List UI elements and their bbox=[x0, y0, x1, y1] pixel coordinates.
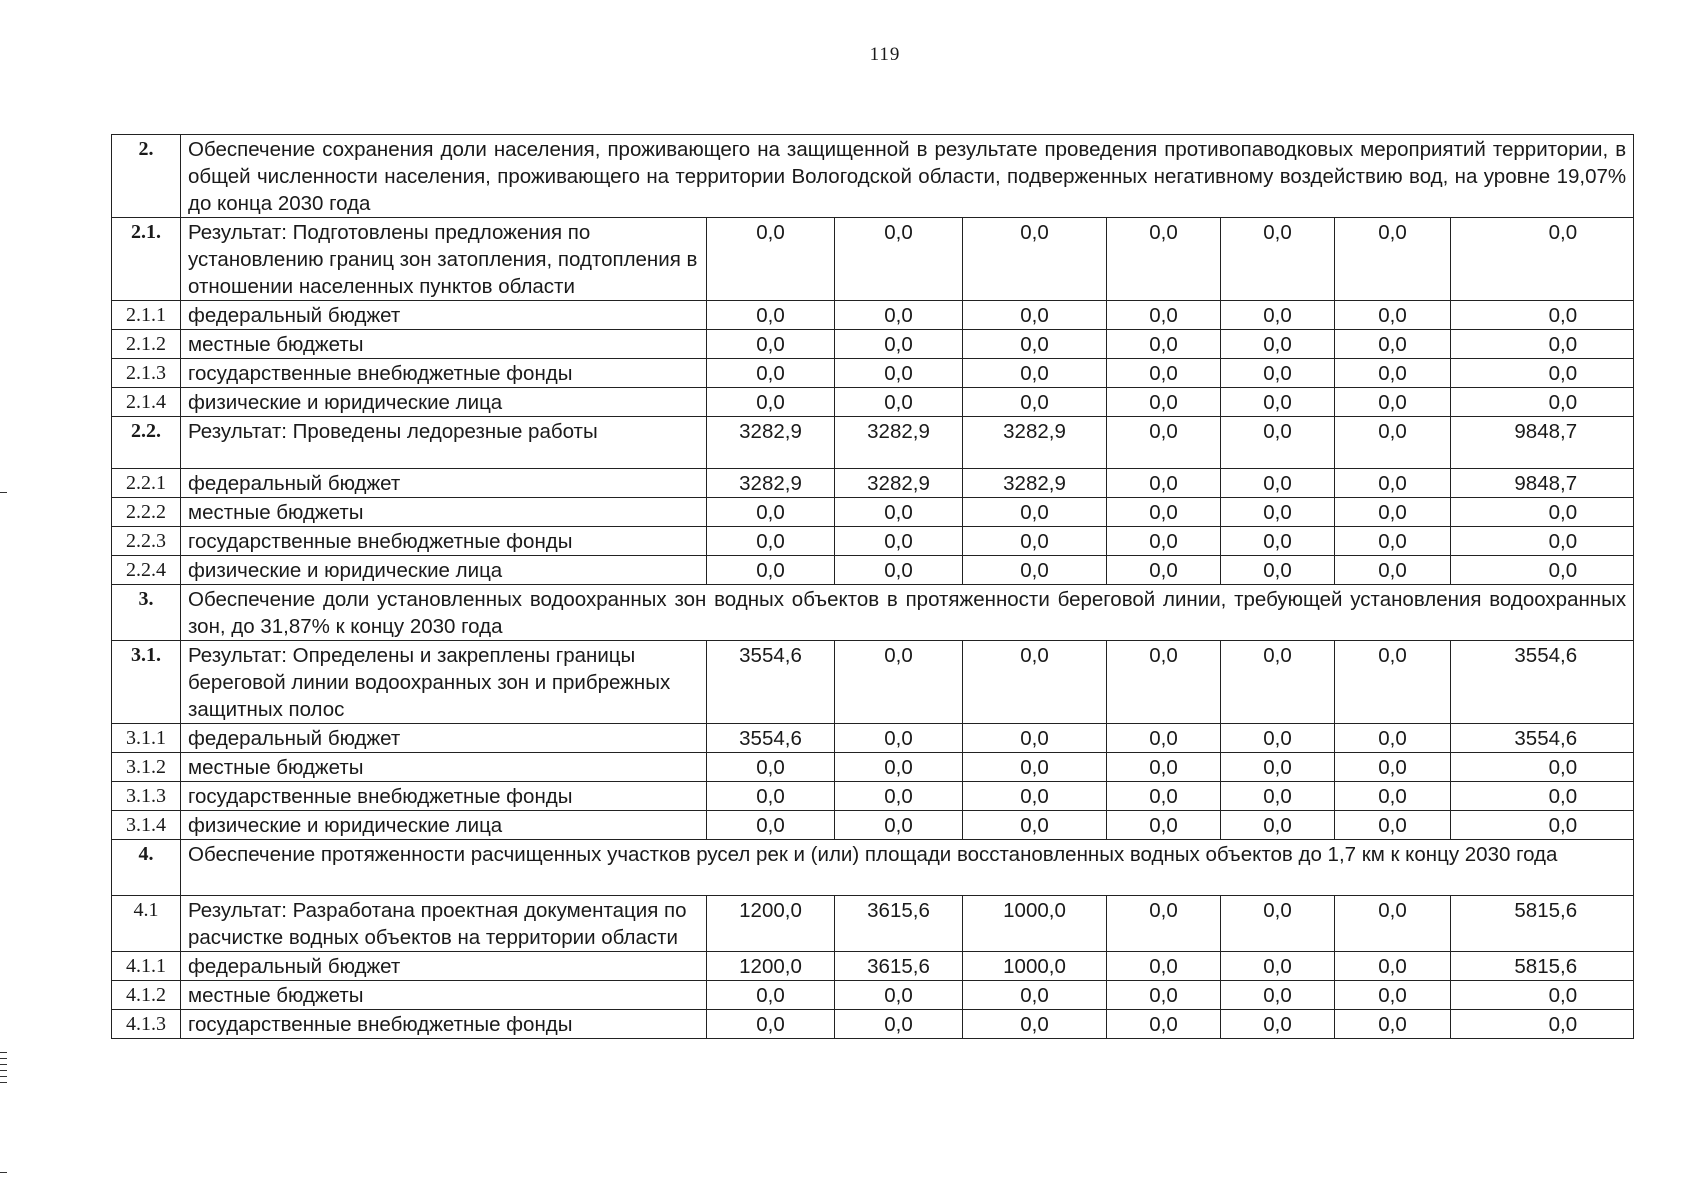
row-number: 4.1.1 bbox=[112, 952, 181, 981]
row-number: 2.2.1 bbox=[112, 469, 181, 498]
table-row bbox=[112, 330, 1634, 359]
value-cell: 1000,0 bbox=[963, 896, 1107, 952]
value-cell: 0,0 bbox=[1107, 896, 1221, 952]
value-cell: 0,0 bbox=[963, 218, 1107, 301]
table-row bbox=[112, 952, 1634, 981]
value-cell: 0,0 bbox=[1335, 896, 1451, 952]
value-cell: 0,0 bbox=[835, 753, 963, 782]
table-row bbox=[112, 556, 1634, 585]
row-number: 3.1.4 bbox=[112, 811, 181, 840]
value-cell: 3282,9 bbox=[963, 417, 1107, 469]
value-cell: 0,0 bbox=[1335, 330, 1451, 359]
value-cell: 0,0 bbox=[963, 782, 1107, 811]
value-cell: 3615,6 bbox=[835, 896, 963, 952]
row-number: 3.1. bbox=[112, 641, 181, 724]
value-cell: 0,0 bbox=[1107, 330, 1221, 359]
value-cell: 0,0 bbox=[1107, 724, 1221, 753]
value-cell: 0,0 bbox=[835, 556, 963, 585]
value-cell: 0,0 bbox=[1221, 1010, 1335, 1039]
value-cell: 0,0 bbox=[835, 1010, 963, 1039]
value-cell: 0,0 bbox=[1107, 388, 1221, 417]
value-cell: 0,0 bbox=[1107, 952, 1221, 981]
row-number: 3.1.2 bbox=[112, 753, 181, 782]
table-row bbox=[112, 469, 1634, 498]
value-cell: 0,0 bbox=[707, 388, 835, 417]
value-cell: 3282,9 bbox=[707, 417, 835, 469]
total-cell: 0,0 bbox=[1451, 218, 1634, 301]
value-cell: 0,0 bbox=[835, 811, 963, 840]
row-label: государственные внебюджетные фонды bbox=[181, 527, 707, 556]
margin-mark bbox=[0, 1052, 7, 1053]
table-row bbox=[112, 498, 1634, 527]
value-cell: 3282,9 bbox=[835, 417, 963, 469]
value-cell: 0,0 bbox=[1107, 811, 1221, 840]
row-number: 4.1 bbox=[112, 896, 181, 952]
value-cell: 0,0 bbox=[1107, 498, 1221, 527]
value-cell: 0,0 bbox=[707, 498, 835, 527]
row-number: 4.1.3 bbox=[112, 1010, 181, 1039]
row-number: 2.1.2 bbox=[112, 330, 181, 359]
value-cell: 0,0 bbox=[1221, 896, 1335, 952]
value-cell: 0,0 bbox=[835, 301, 963, 330]
result-row bbox=[112, 896, 1634, 952]
value-cell: 0,0 bbox=[1107, 527, 1221, 556]
total-cell: 0,0 bbox=[1451, 330, 1634, 359]
value-cell: 0,0 bbox=[1335, 218, 1451, 301]
value-cell: 3554,6 bbox=[707, 641, 835, 724]
table-row bbox=[112, 301, 1634, 330]
value-cell: 0,0 bbox=[1335, 498, 1451, 527]
row-number: 3. bbox=[112, 585, 181, 641]
value-cell: 0,0 bbox=[1221, 641, 1335, 724]
row-label: федеральный бюджет bbox=[181, 724, 707, 753]
total-cell: 5815,6 bbox=[1451, 896, 1634, 952]
value-cell: 1200,0 bbox=[707, 952, 835, 981]
row-number: 3.1.1 bbox=[112, 724, 181, 753]
section-row bbox=[112, 840, 1634, 896]
total-cell: 0,0 bbox=[1451, 1010, 1634, 1039]
total-cell: 3554,6 bbox=[1451, 724, 1634, 753]
value-cell: 0,0 bbox=[963, 641, 1107, 724]
value-cell: 0,0 bbox=[1335, 388, 1451, 417]
value-cell: 0,0 bbox=[963, 724, 1107, 753]
table-row bbox=[112, 359, 1634, 388]
value-cell: 0,0 bbox=[707, 301, 835, 330]
total-cell: 0,0 bbox=[1451, 301, 1634, 330]
value-cell: 0,0 bbox=[963, 527, 1107, 556]
row-label: государственные внебюджетные фонды bbox=[181, 359, 707, 388]
row-number: 2.2.4 bbox=[112, 556, 181, 585]
total-cell: 9848,7 bbox=[1451, 417, 1634, 469]
value-cell: 0,0 bbox=[707, 811, 835, 840]
value-cell: 3282,9 bbox=[963, 469, 1107, 498]
row-number: 2.2.3 bbox=[112, 527, 181, 556]
total-cell: 3554,6 bbox=[1451, 641, 1634, 724]
value-cell: 0,0 bbox=[963, 811, 1107, 840]
total-cell: 0,0 bbox=[1451, 527, 1634, 556]
row-label: местные бюджеты bbox=[181, 753, 707, 782]
value-cell: 0,0 bbox=[1335, 724, 1451, 753]
row-number: 3.1.3 bbox=[112, 782, 181, 811]
value-cell: 0,0 bbox=[707, 1010, 835, 1039]
value-cell: 0,0 bbox=[963, 1010, 1107, 1039]
value-cell: 0,0 bbox=[1107, 1010, 1221, 1039]
value-cell: 3554,6 bbox=[707, 724, 835, 753]
value-cell: 0,0 bbox=[1221, 388, 1335, 417]
row-label: физические и юридические лица bbox=[181, 556, 707, 585]
value-cell: 0,0 bbox=[1335, 469, 1451, 498]
value-cell: 0,0 bbox=[1221, 330, 1335, 359]
value-cell: 0,0 bbox=[1221, 359, 1335, 388]
value-cell: 0,0 bbox=[1107, 359, 1221, 388]
row-label: местные бюджеты bbox=[181, 330, 707, 359]
total-cell: 0,0 bbox=[1451, 782, 1634, 811]
row-label: физические и юридические лица bbox=[181, 811, 707, 840]
value-cell: 0,0 bbox=[1335, 301, 1451, 330]
value-cell: 0,0 bbox=[1221, 981, 1335, 1010]
row-number: 2.1.4 bbox=[112, 388, 181, 417]
margin-mark bbox=[0, 1172, 7, 1173]
value-cell: 0,0 bbox=[1335, 641, 1451, 724]
value-cell: 0,0 bbox=[1221, 782, 1335, 811]
value-cell: 0,0 bbox=[1107, 301, 1221, 330]
value-cell: 0,0 bbox=[835, 218, 963, 301]
row-label: Результат: Проведены ледорезные работы bbox=[181, 417, 707, 469]
section-row bbox=[112, 585, 1634, 641]
value-cell: 3615,6 bbox=[835, 952, 963, 981]
value-cell: 0,0 bbox=[1221, 218, 1335, 301]
value-cell: 0,0 bbox=[835, 388, 963, 417]
total-cell: 9848,7 bbox=[1451, 469, 1634, 498]
value-cell: 0,0 bbox=[1221, 952, 1335, 981]
total-cell: 0,0 bbox=[1451, 388, 1634, 417]
value-cell: 0,0 bbox=[1221, 724, 1335, 753]
row-label: местные бюджеты bbox=[181, 498, 707, 527]
value-cell: 0,0 bbox=[1335, 417, 1451, 469]
value-cell: 0,0 bbox=[1221, 527, 1335, 556]
table-row bbox=[112, 811, 1634, 840]
value-cell: 0,0 bbox=[963, 981, 1107, 1010]
total-cell: 0,0 bbox=[1451, 811, 1634, 840]
value-cell: 0,0 bbox=[1221, 753, 1335, 782]
value-cell: 0,0 bbox=[963, 301, 1107, 330]
value-cell: 0,0 bbox=[1335, 811, 1451, 840]
value-cell: 0,0 bbox=[707, 527, 835, 556]
value-cell: 0,0 bbox=[963, 359, 1107, 388]
result-row bbox=[112, 417, 1634, 469]
value-cell: 0,0 bbox=[1335, 952, 1451, 981]
value-cell: 0,0 bbox=[1221, 301, 1335, 330]
table-row bbox=[112, 981, 1634, 1010]
value-cell: 0,0 bbox=[707, 330, 835, 359]
value-cell: 0,0 bbox=[835, 641, 963, 724]
total-cell: 0,0 bbox=[1451, 981, 1634, 1010]
value-cell: 0,0 bbox=[1107, 469, 1221, 498]
value-cell: 0,0 bbox=[1107, 417, 1221, 469]
table-row bbox=[112, 724, 1634, 753]
row-label: федеральный бюджет bbox=[181, 952, 707, 981]
value-cell: 0,0 bbox=[835, 782, 963, 811]
row-number: 2. bbox=[112, 135, 181, 218]
value-cell: 0,0 bbox=[1221, 417, 1335, 469]
section-row bbox=[112, 135, 1634, 218]
value-cell: 3282,9 bbox=[707, 469, 835, 498]
value-cell: 0,0 bbox=[707, 218, 835, 301]
total-cell: 0,0 bbox=[1451, 753, 1634, 782]
margin-mark bbox=[0, 1058, 7, 1059]
table-body bbox=[112, 135, 1634, 1039]
value-cell: 0,0 bbox=[835, 330, 963, 359]
row-number: 2.1.1 bbox=[112, 301, 181, 330]
value-cell: 0,0 bbox=[1107, 753, 1221, 782]
value-cell: 0,0 bbox=[707, 359, 835, 388]
value-cell: 0,0 bbox=[707, 981, 835, 1010]
value-cell: 0,0 bbox=[1107, 641, 1221, 724]
section-title: Обеспечение сохранения доли населения, проживающего на защищенной в результате проведения противопаводковых мероприятий территории, в общей численности населения, проживающего на территории Вологодской области, подверженных негативному воздействию вод, на уровне 19,07% до конца 2030 года bbox=[181, 135, 1634, 218]
value-cell: 0,0 bbox=[1107, 218, 1221, 301]
row-label: государственные внебюджетные фонды bbox=[181, 782, 707, 811]
value-cell: 0,0 bbox=[1221, 469, 1335, 498]
total-cell: 5815,6 bbox=[1451, 952, 1634, 981]
value-cell: 0,0 bbox=[1107, 782, 1221, 811]
value-cell: 0,0 bbox=[835, 724, 963, 753]
value-cell: 0,0 bbox=[1221, 811, 1335, 840]
margin-mark bbox=[0, 1076, 7, 1077]
row-label: федеральный бюджет bbox=[181, 469, 707, 498]
margin-mark bbox=[0, 1064, 7, 1065]
value-cell: 0,0 bbox=[707, 556, 835, 585]
section-title: Обеспечение протяженности расчищенных участков русел рек и (или) площади восстановленных водных объектов до 1,7 км к концу 2030 года bbox=[181, 840, 1634, 896]
row-label: федеральный бюджет bbox=[181, 301, 707, 330]
value-cell: 0,0 bbox=[1335, 1010, 1451, 1039]
value-cell: 0,0 bbox=[835, 981, 963, 1010]
row-number: 4.1.2 bbox=[112, 981, 181, 1010]
value-cell: 0,0 bbox=[707, 753, 835, 782]
value-cell: 0,0 bbox=[963, 330, 1107, 359]
value-cell: 0,0 bbox=[1107, 981, 1221, 1010]
total-cell: 0,0 bbox=[1451, 556, 1634, 585]
value-cell: 0,0 bbox=[707, 782, 835, 811]
row-label: местные бюджеты bbox=[181, 981, 707, 1010]
value-cell: 1000,0 bbox=[963, 952, 1107, 981]
value-cell: 0,0 bbox=[1107, 556, 1221, 585]
section-title: Обеспечение доли установленных водоохранных зон водных объектов в протяженности береговой линии, требующей установления водоохранных зон, до 31,87% к концу 2030 года bbox=[181, 585, 1634, 641]
value-cell: 0,0 bbox=[1221, 556, 1335, 585]
table-row bbox=[112, 782, 1634, 811]
margin-mark bbox=[0, 1082, 7, 1083]
value-cell: 3282,9 bbox=[835, 469, 963, 498]
value-cell: 0,0 bbox=[1335, 753, 1451, 782]
row-label: физические и юридические лица bbox=[181, 388, 707, 417]
row-number: 2.1. bbox=[112, 218, 181, 301]
table-row bbox=[112, 527, 1634, 556]
margin-mark bbox=[0, 492, 7, 493]
value-cell: 0,0 bbox=[963, 753, 1107, 782]
value-cell: 0,0 bbox=[963, 498, 1107, 527]
table-row bbox=[112, 388, 1634, 417]
table-row bbox=[112, 1010, 1634, 1039]
value-cell: 0,0 bbox=[835, 527, 963, 556]
result-row bbox=[112, 641, 1634, 724]
value-cell: 0,0 bbox=[1221, 498, 1335, 527]
funding-table bbox=[111, 134, 1634, 1039]
row-number: 4. bbox=[112, 840, 181, 896]
value-cell: 0,0 bbox=[963, 388, 1107, 417]
value-cell: 0,0 bbox=[835, 498, 963, 527]
value-cell: 0,0 bbox=[1335, 782, 1451, 811]
page-number: 119 bbox=[869, 44, 901, 65]
row-label: Результат: Разработана проектная документация по расчистке водных объектов на территории области bbox=[181, 896, 707, 952]
value-cell: 1200,0 bbox=[707, 896, 835, 952]
total-cell: 0,0 bbox=[1451, 498, 1634, 527]
result-row bbox=[112, 218, 1634, 301]
row-number: 2.1.3 bbox=[112, 359, 181, 388]
value-cell: 0,0 bbox=[1335, 981, 1451, 1010]
total-cell: 0,0 bbox=[1451, 359, 1634, 388]
table-row bbox=[112, 753, 1634, 782]
value-cell: 0,0 bbox=[835, 359, 963, 388]
row-number: 2.2.2 bbox=[112, 498, 181, 527]
value-cell: 0,0 bbox=[963, 556, 1107, 585]
value-cell: 0,0 bbox=[1335, 527, 1451, 556]
value-cell: 0,0 bbox=[1335, 359, 1451, 388]
value-cell: 0,0 bbox=[1335, 556, 1451, 585]
margin-mark bbox=[0, 1070, 7, 1071]
row-number: 2.2. bbox=[112, 417, 181, 469]
row-label: государственные внебюджетные фонды bbox=[181, 1010, 707, 1039]
row-label: Результат: Подготовлены предложения по установлению границ зон затопления, подтопления в отношении населенных пунктов области bbox=[181, 218, 707, 301]
row-label: Результат: Определены и закреплены границы береговой линии водоохранных зон и прибрежных защитных полос bbox=[181, 641, 707, 724]
